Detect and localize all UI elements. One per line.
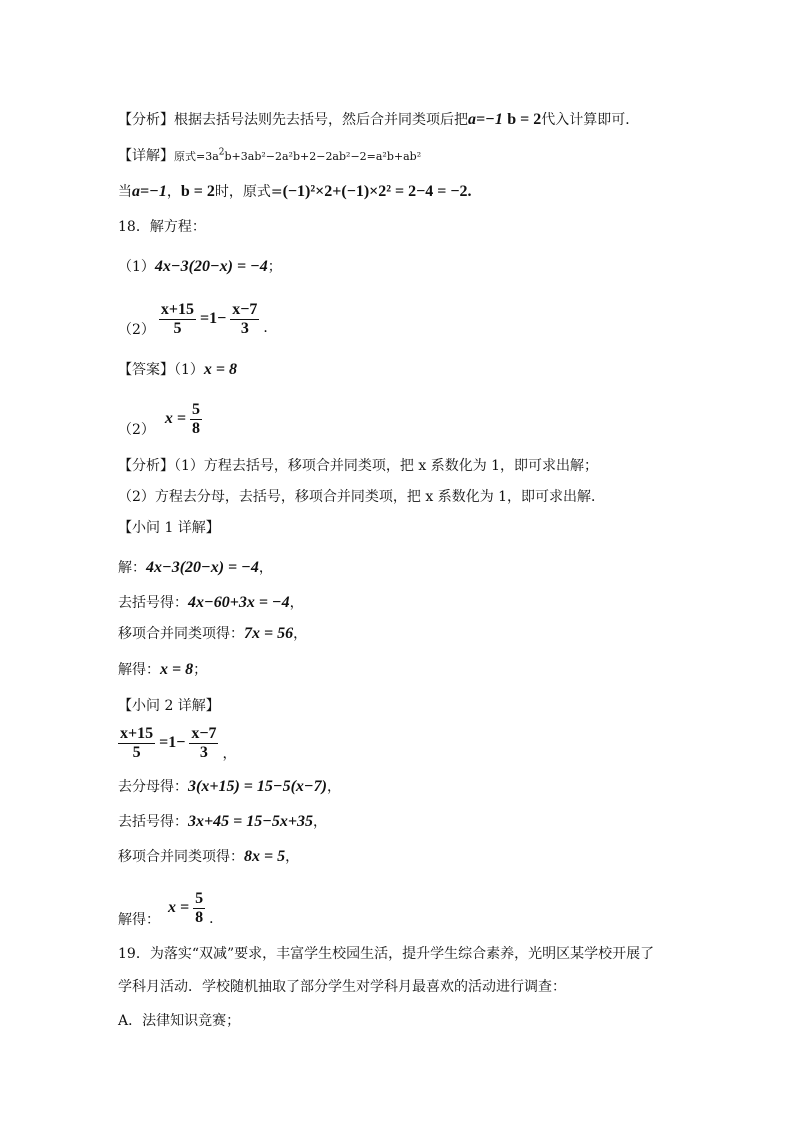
sub2-step1	[118, 777, 341, 797]
time-text: 时，原式=	[214, 184, 283, 200]
step-end: ，	[258, 560, 273, 576]
step-end: ；	[193, 662, 208, 678]
answer-part2-fraction: $\frac{5}{8}$	[192, 400, 201, 437]
answer-18-part2	[118, 398, 204, 440]
analysis-text-end: 代入计算即可．	[541, 112, 640, 128]
step-label: 移项合并同类项得：	[118, 626, 244, 642]
step-equation: x = 8	[160, 661, 194, 678]
analysis-17	[118, 110, 639, 130]
step-equation: 3(x+15) = 15−5(x−7)	[188, 778, 327, 795]
sub2-fraction-right: $\frac{x-7}{3}$	[191, 724, 217, 761]
step-lhs: x =	[168, 899, 190, 916]
sub2-step4	[118, 886, 223, 930]
sub2-fraction-left: $\frac{x+15}{5}$	[120, 724, 154, 761]
step-label: 去括号得：	[118, 595, 188, 611]
analysis-label: 【分析】	[118, 112, 174, 128]
condition-b: b = 2	[507, 111, 542, 128]
question-19-line2: 学科月活动．学校随机抽取了部分学生对学科月最喜欢的活动进行调查：	[118, 979, 566, 995]
answer-label: 【答案】	[118, 362, 174, 378]
sub2-heading: 【小问 2 详解】	[118, 698, 220, 714]
detail-prefix: 原式=3a	[174, 150, 219, 163]
step-end: ，	[326, 779, 341, 795]
sub2-step2	[118, 812, 327, 832]
part1-label: （1）	[118, 259, 155, 275]
step-end: ，	[289, 595, 304, 611]
analysis-18-line1	[118, 456, 598, 476]
sub1-step4	[118, 660, 207, 680]
part1-end: ；	[267, 259, 282, 275]
analysis-18-label: 【分析】	[118, 458, 174, 474]
answer-part1-label: （1）	[174, 362, 204, 378]
step-equation: 4x−60+3x = −4	[188, 594, 290, 611]
sub2-end: ，	[222, 746, 237, 762]
step-label: 解得：	[118, 912, 160, 928]
question-18-part1	[118, 257, 282, 277]
fraction-left: $\frac{x+15}{5}$	[160, 300, 195, 337]
analysis-18-line2: （2）方程去分母，去括号，移项合并同类项，把 x 系数化为 1，即可求出解．	[118, 489, 606, 505]
step-label: 解得：	[118, 662, 160, 678]
sub2-equation	[118, 722, 236, 764]
step-equation: 8x = 5	[244, 848, 286, 865]
step-label: 去括号得：	[118, 814, 188, 830]
step-equation: 7x = 56	[244, 625, 294, 642]
sub2-middle: =1−	[159, 734, 186, 751]
step-fraction: $\frac{5}{8}$	[195, 889, 204, 926]
step-label: 去分母得：	[118, 779, 188, 795]
sub1-heading: 【小问 1 详解】	[118, 520, 220, 536]
sub1-step2	[118, 593, 304, 613]
step-equation: 3x+45 = 15−5x+35	[188, 813, 314, 830]
step-end: ，	[293, 626, 308, 642]
analysis-18-text1: （1）方程去括号，移项合并同类项，把 x 系数化为 1，即可求出解；	[174, 458, 599, 474]
step-label: 解：	[118, 560, 146, 576]
analysis-text: 根据去括号法则先去括号，然后合并同类项后把	[174, 112, 468, 128]
question-19-line1: 19．为落实“双减”要求，丰富学生校园生活，提升学生综合素养，光明区某学校开展了	[118, 946, 655, 962]
step-end: ．	[209, 911, 224, 927]
answer-18-part1	[118, 360, 237, 380]
answer-part1-value: x = 8	[203, 361, 238, 378]
calculation: (−1)²×2+(−1)×2² = 2−4 = −2.	[282, 183, 472, 200]
answer-part2-label: （2）	[118, 422, 155, 438]
part2-end: ．	[263, 320, 278, 336]
question-18-title: 18．解方程：	[118, 219, 206, 235]
part2-middle: =1−	[200, 310, 227, 327]
part2-label: （2）	[118, 322, 155, 338]
a-value: a=−1	[132, 183, 167, 200]
step-label: 移项合并同类项得：	[118, 849, 244, 865]
part1-equation: 4x−3(20−x) = −4	[154, 258, 268, 275]
question-18-part2	[118, 298, 277, 340]
detail-17: 【详解】原式$=3a^2b+3ab^2-2a^2b+2-2ab^2-2=a^2b+ab^2$	[118, 147, 422, 164]
substitution-17	[118, 182, 472, 202]
when-text: 当	[118, 184, 132, 200]
b-value: b = 2	[180, 183, 215, 200]
step-end: ，	[285, 849, 300, 865]
step-equation: 4x−3(20−x) = −4	[146, 559, 259, 576]
condition-a: a=−1	[468, 111, 503, 128]
fraction-right: $\frac{x-7}{3}$	[232, 300, 258, 337]
sub1-step1	[118, 558, 273, 578]
step-end: ，	[313, 814, 328, 830]
separator: ，	[166, 184, 181, 200]
answer-part2-lhs: x =	[164, 410, 187, 427]
detail-expression: b+3ab²−2a²b+2−2ab²−2=a²b+ab²	[224, 150, 422, 163]
sub2-step3	[118, 847, 299, 867]
question-19-option-a: A．法律知识竞赛；	[118, 1013, 241, 1029]
sub1-step3	[118, 624, 307, 644]
detail-label: 【详解】	[118, 148, 174, 164]
